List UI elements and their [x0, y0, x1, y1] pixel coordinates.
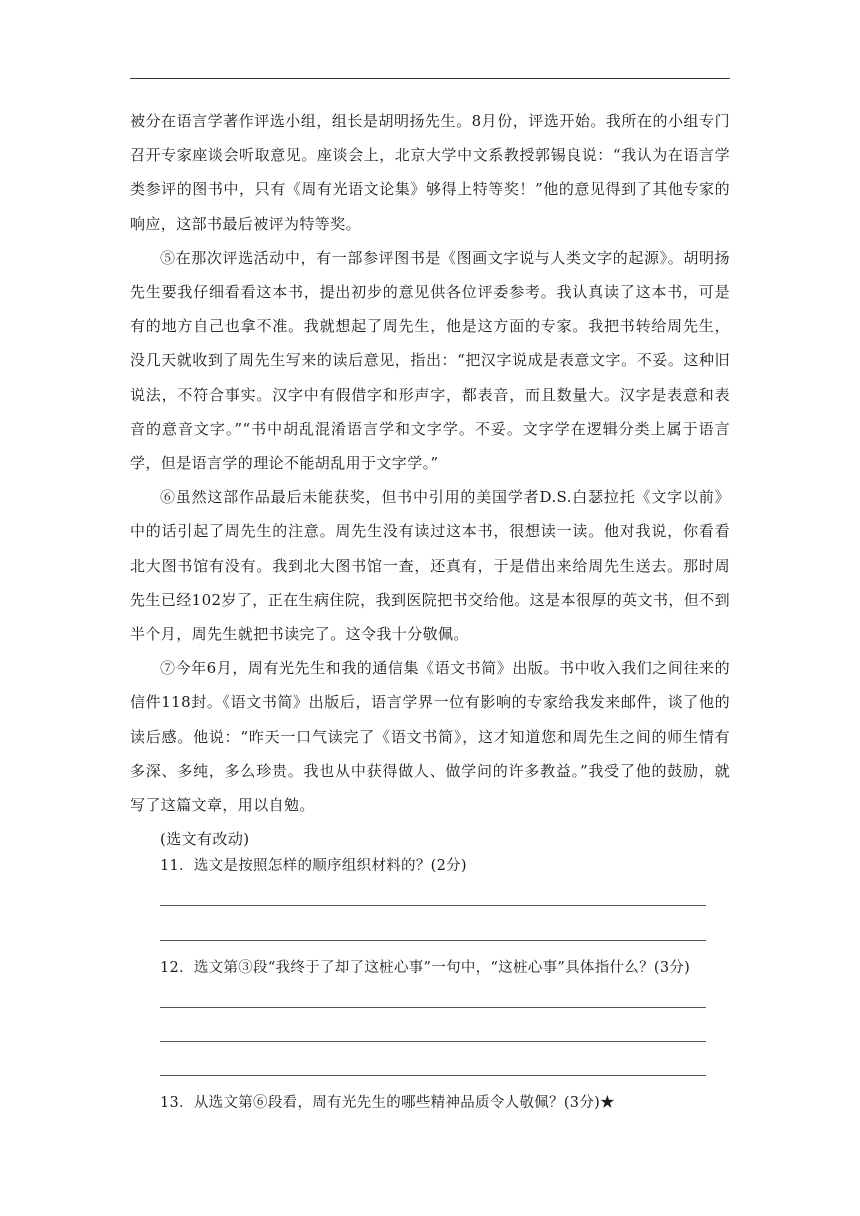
paragraph-4-continued: 被分在语言学著作评选小组，组长是胡明扬先生。8月份，评选开始。我所在的小组专门召开专家座谈会听取意见。座谈会上，北京大学中文系教授郭锡良说：“我认为在语言学类参评的图书中，只有《周有光语文论集》够得上特等奖！”他的意见得到了其他专家的响应，这部书最后被评为特等奖。 — [130, 112, 730, 233]
source-note: (选文有改动) — [160, 830, 250, 849]
question-11: 11．选文是按照怎样的顺序组织材料的？(2分) — [160, 858, 467, 874]
answer-line-12-2[interactable] — [160, 1041, 706, 1042]
paragraph-6: ⑥虽然这部作品最后未能获奖，但书中引用的美国学者D.S.白瑟拉托《文字以前》中的话引起了周先生的注意。周先生没有读过这本书，很想读一读。他对我说，你看看北大图书馆有没有。我到北大图书馆一查，还真有，于是借出来给周先生送去。那时周先生已经102岁了，正在生病住院，我到医院把书交给他。这是本很厚的英文书，但不到半个月，周先生就把书读完了。这令我十分敬佩。 — [130, 488, 730, 644]
answer-line-12-3[interactable] — [160, 1075, 706, 1076]
header-rule — [130, 78, 730, 79]
paragraph-7: ⑦今年6月，周有光先生和我的通信集《语文书简》出版。书中收入我们之间往来的信件118封。《语文书简》出版后，语言学界一位有影响的专家给我发来邮件，谈了他的读后感。他说：“昨天一口气读完了《语文书简》，这才知道您和周先生之间的师生情有多深、多纯，多么珍贵。我也从中获得做人、做学问的许多教益。”我受了他的鼓励，就写了这篇文章，用以自勉。 — [130, 659, 730, 815]
passage-body — [130, 104, 730, 856]
question-12: 12．选文第③段“我终于了却了这桩心事”一句中，“这桩心事”具体指什么？(3分) — [160, 960, 691, 976]
answer-line-11-2[interactable] — [160, 940, 706, 941]
question-13: 13．从选文第⑥段看，周有光先生的哪些精神品质令人敬佩？(3分)★ — [160, 1095, 615, 1111]
answer-line-11-1[interactable] — [160, 905, 706, 906]
paragraph-5: ⑤在那次评选活动中，有一部参评图书是《图画文字说与人类文字的起源》。胡明扬先生要我仔细看看这本书，提出初步的意见供各位评委参考。我认真读了这本书，可是有的地方自己也拿不准。我就想起了周先生，他是这方面的专家。我把书转给周先生，没几天就收到了周先生写来的读后意见，指出：“把汉字说成是表意文字。不妥。这种旧说法，不符合事实。汉字中有假借字和形声字，都表音，而且数量大。汉字是表意和表音的意音文字。”“书中胡乱混淆语言学和文字学。不妥。文字学在逻辑分类上属于语言学，但是语言学的理论不能胡乱用于文字学。” — [130, 248, 730, 473]
answer-line-12-1[interactable] — [160, 1007, 706, 1008]
